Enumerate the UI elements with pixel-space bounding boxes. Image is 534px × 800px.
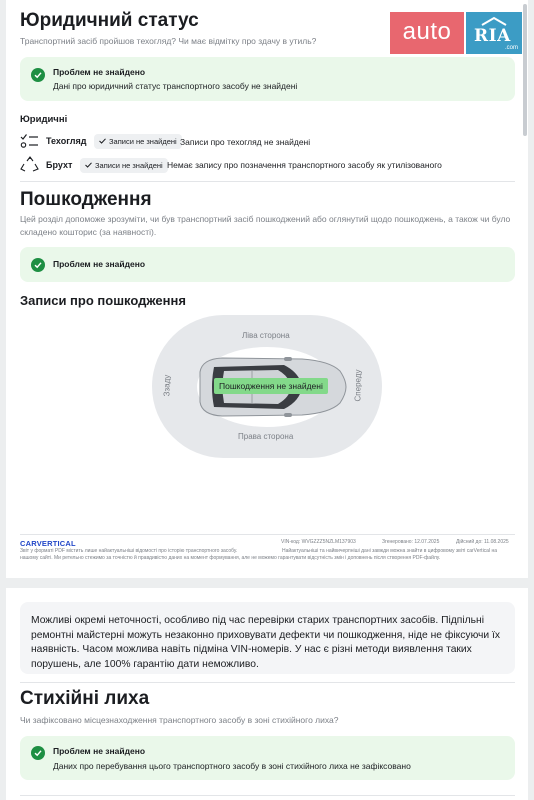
legal-status-title: Юридичний статус [20, 10, 199, 31]
legal-status-box [20, 57, 515, 101]
status-title: Проблем не знайдено [53, 746, 146, 756]
divider [20, 534, 515, 535]
footer-generated: Згенеровано: 12.07.2025 [382, 539, 440, 545]
logo-com-text: .com [504, 45, 518, 51]
ria-roof-icon [480, 16, 508, 26]
disaster-subtitle: Чи зафіксовано місцезнаходження транспортного засобу в зоні стихійного лиха? [20, 715, 339, 725]
status-text: Дані про юридичний статус транспортного засобу не знайдені [53, 81, 298, 91]
damage-subtitle: Цей розділ допоможе зрозуміти, чи був транспортний засіб пошкоджений або оглянутий щодо пошкоджень, а також чи було складено кошторис (за наявності). [20, 214, 511, 237]
diagram-label-rear: Ззаду [162, 374, 172, 397]
chip-records-not-found: Записи не знайдені [94, 134, 182, 149]
accuracy-notice: Можливі окремі неточності, особливо під час перевірки старих транспортних засобів. Підпільні ремонтні майстерні можуть незаконно приховувати дефекти чи пошкодження, ніде не фіксуючи їх наявність. Часом можлива навіть підміна VIN-номерів. У нас є різні методи виявлення таких порушень, але 100% гарантію дати неможливо. [20, 602, 515, 674]
disaster-status-box [20, 736, 515, 780]
carvertical-logo: CARVERTICAL [20, 539, 76, 548]
divider [20, 682, 515, 683]
check-circle-icon [31, 68, 45, 82]
footer-note-2: нашому сайті. Ми ретельно стежимо за точністю й правдивістю даних на момент формування, але не можемо гарантувати відсутність змін і доповнень після створення PDF-файлу. [20, 555, 441, 561]
footer-vin: VIN-код: WVGZZZ5NZLM137903 [281, 539, 356, 545]
footer-note-1b: Найактуальніші та найвичерпніші дані завжди можна знайти в цифровому звіті carVertical на [282, 548, 498, 554]
damage-records-title: Записи про пошкодження [20, 293, 186, 308]
checklist-icon [20, 133, 40, 151]
diagram-label-front: Спереду [353, 369, 363, 402]
check-circle-icon [31, 258, 45, 272]
diagram-label-left-side: Ліва сторона [242, 331, 290, 340]
legal-status-subtitle: Транспортний засіб пройшов техогляд? Чи має відмітку про здачу в утиль? [20, 36, 317, 46]
chip-records-not-found: Записи не знайдені [80, 158, 168, 173]
row-label-inspection: Техогляд [46, 136, 87, 146]
diagram-label-right-side: Права сторона [238, 432, 294, 441]
status-title: Проблем не знайдено [53, 259, 146, 269]
check-icon [99, 138, 106, 144]
disaster-title: Стихійні лиха [20, 688, 150, 709]
report-page-2 [6, 588, 528, 800]
divider [20, 795, 515, 796]
damage-title: Пошкодження [20, 189, 152, 210]
logo-ria-text: RIA [474, 26, 511, 46]
damage-not-found-badge: Пошкодження не знайдені [214, 378, 328, 394]
row-text-inspection: Записи про техогляд не знайдені [180, 137, 311, 147]
row-text-scrap: Немає запису про позначення транспортного засобу як утилізованого [167, 160, 442, 170]
check-circle-icon [31, 746, 45, 760]
footer-valid-until: Дійсний до: 11.08.2025 [456, 539, 509, 545]
legal-section-label: Юридичні [20, 114, 68, 125]
footer-note-1: Звіт у форматі PDF містить лише найактуальніші відомості про історію транспортного засобу. [20, 548, 238, 554]
divider [20, 181, 515, 182]
logo-ria-block [466, 12, 522, 54]
check-icon [85, 162, 92, 168]
logo-auto-text: auto [390, 12, 464, 54]
report-page-1 [6, 0, 528, 578]
autoria-logo [390, 12, 522, 54]
scrollbar[interactable] [523, 4, 527, 136]
status-title: Проблем не знайдено [53, 67, 146, 77]
row-label-scrap: Брухт [46, 160, 73, 170]
status-text: Даних про перебування цього транспортного засобу в зоні стихійного лиха не зафіксовано [53, 761, 411, 771]
damage-status-box [20, 247, 515, 282]
recycle-icon [20, 156, 40, 174]
